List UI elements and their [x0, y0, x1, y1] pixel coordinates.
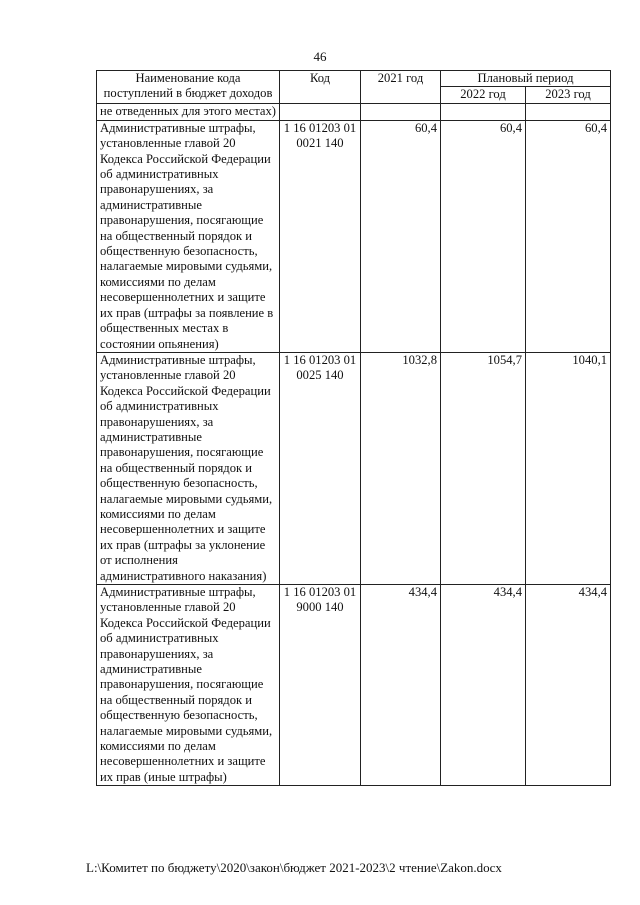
revenue-table [96, 70, 611, 786]
page-number: 46 [313, 49, 327, 64]
table-row [97, 352, 611, 584]
table-row [97, 585, 611, 786]
row-value-2022 [441, 104, 526, 120]
table-row [97, 104, 611, 120]
header-code: Код [280, 71, 361, 104]
row-name: Административные штрафы, установленные главой 20 Кодекса Российской Федерации об административных правонарушениях, за административные правонарушения, посягающие на общественный порядок и общественную безопасность, налагаемые мировыми судьями, комиссиями по делам несовершеннолетних и защите их прав (штрафы за уклонение от исполнения административного наказания) [97, 352, 280, 584]
header-plan-period: Плановый период [441, 71, 611, 87]
row-value-2023: 434,4 [526, 585, 611, 786]
row-value-2023: 1040,1 [526, 352, 611, 584]
row-value-2022: 434,4 [441, 585, 526, 786]
row-value-2021: 1032,8 [361, 352, 441, 584]
row-value-2022: 1054,7 [441, 352, 526, 584]
row-value-2021: 60,4 [361, 120, 441, 352]
row-code: 1 16 01203 01 0021 140 [280, 120, 361, 352]
header-year-2021: 2021 год [361, 71, 441, 104]
table-row [97, 120, 611, 352]
row-value-2022: 60,4 [441, 120, 526, 352]
row-name: Административные штрафы, установленные главой 20 Кодекса Российской Федерации об административных правонарушениях, за административные правонарушения, посягающие на общественный порядок и общественную безопасность, налагаемые мировыми судьями, комиссиями по делам несовершеннолетних и защите их прав (иные штрафы) [97, 585, 280, 786]
row-code: 1 16 01203 01 9000 140 [280, 585, 361, 786]
header-year-2023: 2023 год [526, 87, 611, 104]
row-value-2021 [361, 104, 441, 120]
row-code [280, 104, 361, 120]
row-value-2023: 60,4 [526, 120, 611, 352]
row-value-2023 [526, 104, 611, 120]
header-name: Наименование кода поступлений в бюджет доходов [97, 71, 280, 104]
row-name: Административные штрафы, установленные главой 20 Кодекса Российской Федерации об административных правонарушениях, за административные правонарушения, посягающие на общественный порядок и общественную безопасность, налагаемые мировыми судьями, комиссиями по делам несовершеннолетних и защите их прав (штрафы за появление в общественных местах в состоянии опьянения) [97, 120, 280, 352]
row-value-2021: 434,4 [361, 585, 441, 786]
row-name: не отведенных для этого местах) [97, 104, 280, 120]
file-path-footer: L:\Комитет по бюджету\2020\закон\бюджет 2021-2023\2 чтение\Zakon.docx [86, 860, 502, 875]
table-header-row [97, 71, 611, 87]
row-code: 1 16 01203 01 0025 140 [280, 352, 361, 584]
header-year-2022: 2022 год [441, 87, 526, 104]
